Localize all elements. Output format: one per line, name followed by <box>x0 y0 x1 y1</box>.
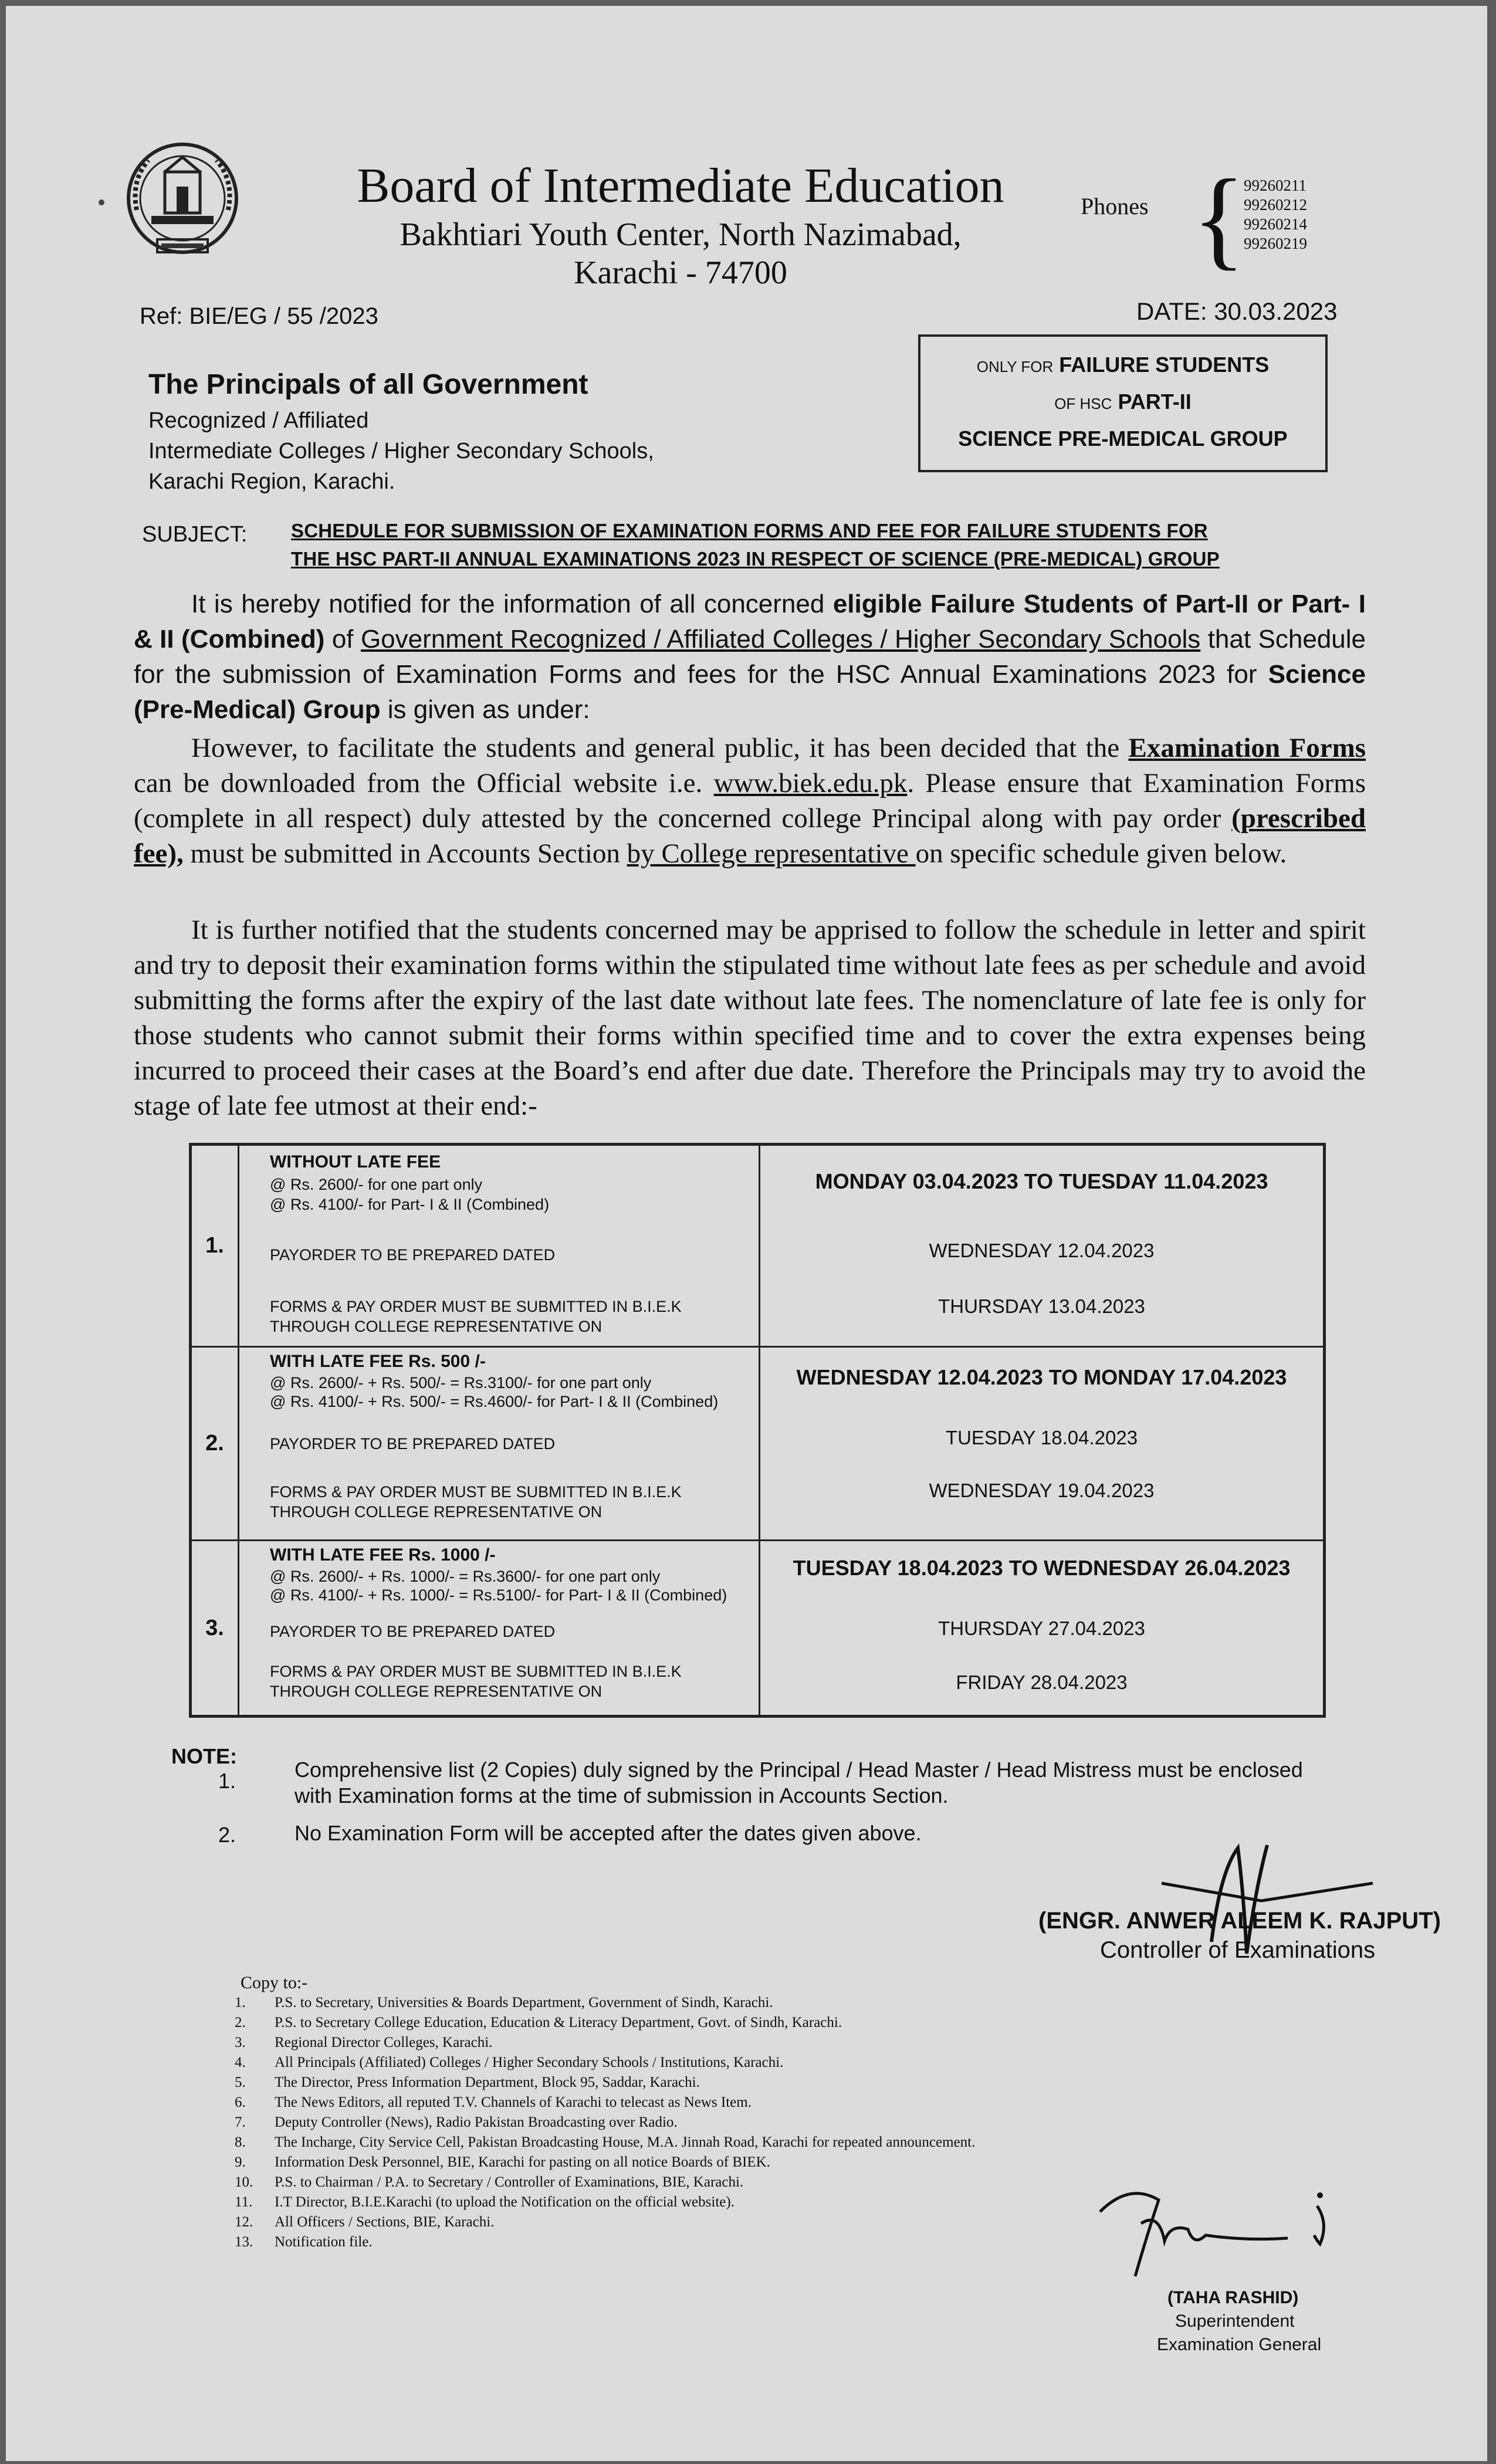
list-item: 8. The Incharge, City Service Cell, Pakistan Broadcasting House, M.A. Jinnah Road, Karachi for repeated announcement. <box>235 2134 976 2150</box>
submit-date: FRIDAY 28.04.2023 <box>956 1671 1128 1693</box>
payorder-label: PAYORDER TO BE PREPARED DATED <box>270 1623 556 1640</box>
list-item: 10. P.S. to Chairman / P.A. to Secretary / Controller of Examinations, BIE, Karachi. <box>235 2174 744 2190</box>
fee-line: @ Rs. 4100/- for Part- I & II (Combined) <box>270 1196 550 1213</box>
text-run-underlined: Government Recognized / Affiliated Colleges / Higher Secondary Schools <box>360 625 1201 654</box>
row-dates <box>760 1541 1325 1717</box>
addressee-heading: The Principals of all Government <box>148 369 588 400</box>
text-run-underlined: by College representative <box>627 838 916 869</box>
list-item-text: P.S. to Secretary College Education, Education & Literacy Department, Govt. of Sindh, Karachi. <box>275 2015 842 2030</box>
list-item: 1. P.S. to Secretary, Universities & Boards Department, Government of Sindh, Karachi. <box>235 1995 773 2011</box>
list-item-text: I.T Director, B.I.E.Karachi (to upload the Notification on the official website). <box>275 2194 735 2210</box>
letter-page <box>6 6 1487 2461</box>
row-details <box>239 1347 760 1541</box>
list-item: 6. The News Editors, all reputed T.V. Channels of Karachi to telecast as News Item. <box>235 2094 752 2110</box>
text-run: must be submitted in Accounts Section <box>183 838 627 869</box>
text-run-bold: Science (Pre-Medical) Group <box>134 660 1366 724</box>
list-item-text: The Director, Press Information Department, Block 95, Saddar, Karachi. <box>275 2074 700 2090</box>
submit-label: FORMS & PAY ORDER MUST BE SUBMITTED IN B.I.E.K <box>270 1298 682 1315</box>
list-item-text: All Principals (Affiliated) Colleges / Higher Secondary Schools / Institutions, Karachi. <box>275 2055 784 2070</box>
row-details <box>239 1541 760 1717</box>
list-item-text: Deputy Controller (News), Radio Pakistan Broadcasting over Radio. <box>275 2114 678 2130</box>
submit-date: THURSDAY 13.04.2023 <box>938 1295 1145 1317</box>
fee-heading: WITH LATE FEE Rs. 1000 /- <box>270 1545 496 1565</box>
fee-heading: WITHOUT LATE FEE <box>270 1152 441 1172</box>
paragraph-3: It is further notified that the students concerned may be apprised to follow the schedule in letter and spirit and try to deposit their examination forms within the stipulated time without late fees as per schedule and avoid submitting the forms after the expiry of the last date without late fees. The nomenclature of late fee is only for those students who cannot submit their forms within specified time and to cover the extra expenses being incurred to proceed their cases at the Board’s end after due date. Therefore the Principals may try to avoid the stage of late fee utmost at their end:- <box>134 915 1366 1121</box>
copy-to-label: Copy to:- <box>241 1973 308 1992</box>
row-number: 1. <box>191 1145 239 1347</box>
superintendent-title: Superintendent <box>1175 2311 1295 2331</box>
controller-title: Controller of Examinations <box>1100 1937 1376 1963</box>
superintendent-department: Examination General <box>1157 2335 1322 2354</box>
addressee-line: Karachi Region, Karachi. <box>148 469 395 494</box>
curly-brace-icon: { <box>1192 157 1246 280</box>
text-run: It is hereby notified for the information of all concerned <box>191 590 833 618</box>
superintendent-signature-icon <box>1094 2177 1387 2288</box>
fee-line: @ Rs. 2600/- + Rs. 500/- = Rs.3100/- for one part only <box>270 1374 652 1392</box>
box-line3: SCIENCE PRE-MEDICAL GROUP <box>958 427 1288 451</box>
phone-number: 99260212 <box>1244 196 1307 214</box>
submit-label: THROUGH COLLEGE REPRESENTATIVE ON <box>270 1503 603 1521</box>
fee-line: @ Rs. 4100/- + Rs. 1000/- = Rs.5100/- for Part- I & II (Combined) <box>270 1586 727 1604</box>
box-line2: PART-II <box>1118 390 1192 414</box>
date-range: MONDAY 03.04.2023 TO TUESDAY 11.04.2023 <box>815 1169 1268 1193</box>
list-item-text: P.S. to Secretary, Universities & Boards Department, Government of Sindh, Karachi. <box>275 1995 773 2011</box>
addressee-line: Intermediate Colleges / Higher Secondary Schools, <box>148 439 654 463</box>
payorder-date: THURSDAY 27.04.2023 <box>938 1617 1145 1639</box>
list-item-text: Notification file. <box>275 2234 373 2250</box>
box-line2-prefix: OF HSC <box>1054 395 1112 412</box>
date-range: TUESDAY 18.04.2023 TO WEDNESDAY 26.04.2023 <box>793 1556 1291 1580</box>
text-run: of <box>324 625 361 654</box>
target-group-box <box>918 334 1328 472</box>
note-text: Comprehensive list (2 Copies) duly signed by the Principal / Head Master / Head Mistress must be enclosed with Examination forms at the time of submission in Accounts Section. <box>295 1758 1303 1808</box>
row-dates <box>760 1347 1325 1541</box>
board-address-line1: Bakhtiari Youth Center, North Nazimabad, <box>400 216 962 253</box>
schedule-table <box>189 1143 1326 1718</box>
board-title: Board of Intermediate Education <box>357 158 1004 213</box>
text-run: on specific schedule given below. <box>915 838 1287 869</box>
note-text: No Examination Form will be accepted after the dates given above. <box>295 1821 922 1845</box>
payorder-label: PAYORDER TO BE PREPARED DATED <box>270 1435 556 1453</box>
list-item: 11. I.T Director, B.I.E.Karachi (to upload the Notification on the official website). <box>235 2194 735 2210</box>
subject-line2: THE HSC PART-II ANNUAL EXAMINATIONS 2023 IN RESPECT OF SCIENCE (PRE-MEDICAL) GROUP <box>291 548 1220 570</box>
list-item-text: P.S. to Chairman / P.A. to Secretary / Controller of Examinations, BIE, Karachi. <box>275 2174 744 2190</box>
list-item: 2. P.S. to Secretary College Education, Education & Literacy Department, Govt. of Sindh, Karachi. <box>235 2015 842 2030</box>
board-address-line2: Karachi - 74700 <box>574 255 787 291</box>
phone-numbers <box>1244 176 1307 253</box>
phone-number: 99260219 <box>1244 235 1307 252</box>
list-item-text: All Officers / Sections, BIE, Karachi. <box>275 2214 495 2230</box>
list-item-text: The Incharge, City Service Cell, Pakistan Broadcasting House, M.A. Jinnah Road, Karachi for repeated announcement. <box>275 2134 976 2150</box>
payorder-date: WEDNESDAY 12.04.2023 <box>929 1240 1155 1261</box>
box-line1: FAILURE STUDENTS <box>1059 353 1270 377</box>
paragraph-2 <box>134 730 1366 871</box>
submit-label: THROUGH COLLEGE REPRESENTATIVE ON <box>270 1318 603 1335</box>
reference-number: Ref: BIE/EG / 55 /2023 <box>140 303 378 329</box>
subject-label: SUBJECT: <box>142 522 248 547</box>
row-number: 2. <box>191 1347 239 1541</box>
fee-line: @ Rs. 4100/- + Rs. 500/- = Rs.4600/- for Part- I & II (Combined) <box>270 1393 719 1410</box>
row-details <box>239 1145 760 1347</box>
website-link[interactable]: www.biek.edu.pk <box>713 768 908 798</box>
text-run: that Schedule for the submission of Examination Forms and fees for the HSC Annual Examinations 2023 for <box>134 625 1366 689</box>
addressee-line: Recognized / Affiliated <box>148 408 369 433</box>
superintendent-name: (TAHA RASHID) <box>1167 2288 1299 2307</box>
text-run-bold: eligible Failure Students of Part-II or Part- I & II (Combined) <box>134 590 1366 654</box>
note-heading: NOTE: <box>171 1744 237 1768</box>
payorder-label: PAYORDER TO BE PREPARED DATED <box>270 1246 556 1264</box>
fee-heading: WITH LATE FEE Rs. 500 /- <box>270 1352 486 1371</box>
table-row <box>191 1145 1325 1347</box>
letter-date: DATE: 30.03.2023 <box>1136 297 1338 325</box>
table-row <box>191 1347 1325 1541</box>
subject-line1: SCHEDULE FOR SUBMISSION OF EXAMINATION FORMS AND FEE FOR FAILURE STUDENTS FOR <box>291 520 1208 541</box>
phone-number: 99260214 <box>1244 215 1307 233</box>
fee-line: @ Rs. 2600/- for one part only <box>270 1176 483 1193</box>
note-number: 1. <box>218 1769 236 1793</box>
text-run-bold-underlined: (prescribed fee), <box>134 803 1366 869</box>
fee-line: @ Rs. 2600/- + Rs. 1000/- = Rs.3600/- for one part only <box>270 1568 661 1585</box>
phone-number: 99260211 <box>1244 177 1307 194</box>
list-item: 9. Information Desk Personnel, BIE, Karachi for pasting on all notice Boards of BIEK. <box>235 2154 770 2170</box>
paragraph-1 <box>134 587 1366 727</box>
list-item: 4. All Principals (Affiliated) Colleges / Higher Secondary Schools / Institutions, Karachi. <box>235 2055 784 2070</box>
controller-name: (ENGR. ANWER ALEEM K. RAJPUT) <box>1038 1908 1441 1934</box>
date-range: WEDNESDAY 12.04.2023 TO MONDAY 17.04.2023 <box>796 1365 1287 1389</box>
text-run: However, to facilitate the students and general public, it has been decided that the <box>191 733 1129 763</box>
text-run: can be downloaded from the Official website i.e. <box>134 768 714 798</box>
table-row <box>191 1541 1325 1717</box>
copy-to-list <box>235 1993 975 2252</box>
submit-label: THROUGH COLLEGE REPRESENTATIVE ON <box>270 1683 603 1700</box>
text-run: . Please ensure that Examination Forms (complete in all respect) duly attested by the concerned college Principal along with pay order <box>134 768 1366 834</box>
row-dates <box>760 1145 1325 1347</box>
text-run-bold-underlined: Examination Forms <box>1128 733 1366 763</box>
submit-date: WEDNESDAY 19.04.2023 <box>929 1480 1155 1501</box>
box-line1-prefix: ONLY FOR <box>976 358 1054 375</box>
list-item: 3. Regional Director Colleges, Karachi. <box>235 2035 493 2050</box>
row-number: 3. <box>191 1541 239 1717</box>
note-number: 2. <box>218 1823 236 1847</box>
text-run: is given as under: <box>380 695 590 724</box>
submit-label: FORMS & PAY ORDER MUST BE SUBMITTED IN B.I.E.K <box>270 1483 682 1501</box>
list-item-text: Regional Director Colleges, Karachi. <box>275 2035 493 2050</box>
phones-label: Phones <box>1081 193 1149 219</box>
payorder-date: TUESDAY 18.04.2023 <box>945 1427 1138 1448</box>
list-item: 5. The Director, Press Information Department, Block 95, Saddar, Karachi. <box>235 2074 700 2090</box>
list-item-text: The News Editors, all reputed T.V. Channels of Karachi to telecast as News Item. <box>275 2094 752 2110</box>
list-item: 7. Deputy Controller (News), Radio Pakistan Broadcasting over Radio. <box>235 2114 678 2130</box>
list-item: 12. All Officers / Sections, BIE, Karachi. <box>235 2214 495 2230</box>
submit-label: FORMS & PAY ORDER MUST BE SUBMITTED IN B.I.E.K <box>270 1663 682 1680</box>
list-item: 13. Notification file. <box>235 2234 373 2250</box>
list-item-text: Information Desk Personnel, BIE, Karachi for pasting on all notice Boards of BIEK. <box>275 2154 770 2170</box>
